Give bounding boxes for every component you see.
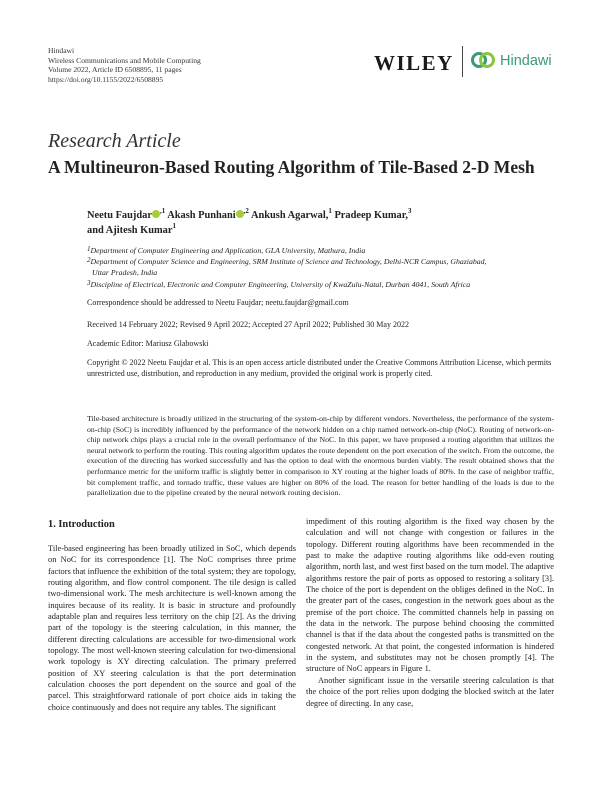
- affiliation-3: 3Discipline of Electrical, Electronic and Computer Engineering, University of KwaZulu-Natal, Durban 4041, South Africa: [87, 279, 471, 289]
- correspondence: Correspondence should be addressed to Neetu Faujdar; neetu.faujdar@gmail.com: [87, 298, 349, 307]
- affiliation-1: 1Department of Computer Engineering and Application, GLA University, Mathura, India: [87, 245, 366, 255]
- academic-editor: Academic Editor: Mariusz Glabowski: [87, 339, 209, 348]
- affiliation-2: 2Department of Computer Science and Engineering, SRM Institute of Science and Technology, Delhi-NCR Campus, Ghaziabad, Uttar Pradesh, India: [87, 256, 487, 277]
- logo-divider: [462, 46, 463, 77]
- author-affiliation-mark: 1: [328, 207, 332, 215]
- wiley-logo: WILEY: [374, 51, 454, 75]
- hindawi-logo-text: Hindawi: [500, 53, 552, 69]
- left-column: [48, 543, 296, 713]
- author-name: Pradeep Kumar,: [334, 210, 408, 221]
- journal-header: [48, 46, 201, 84]
- article-title: A Multineuron-Based Routing Algorithm of Tile-Based 2-D Mesh: [48, 157, 535, 177]
- orcid-icon[interactable]: [236, 210, 244, 218]
- paragraph: Tile-based engineering has been broadly utilized in SoC, which depends on NoC for its correspondence [1]. The NoC comprises three prime factors that influence the exhibition of the total system; they are topology, routing algorithm, and flow control component. The tile design is called two-dimensional work. The mesh architecture is well-known among the inquires because of its reality. It is basic in structure and profoundly adaptable plan and requires less territory on the chip [2]. As the driving part of the topology is the steering calculation, in this manner, the different directing calculations are accessible for two-dimensional work topology. The most well-known steering calculation for two-dimensional work topology is XY directing calculation. The primary preferred position of XY steering calculation is that the port determination calculation chooses the port dependent on the source and goal of the parcel. This straightforward rationale of port choice aids in taking the choice continuously and does not require any tables. The significant: [48, 544, 296, 712]
- author-name: and Ajitesh Kumar: [87, 225, 173, 236]
- paragraph: impediment of this routing algorithm is the fixed way chosen by the calculation and will not change with congestion or failures in the topology. Different routing algorithms have been recommended in the past to make the adaptive routing algorithms like odd-even routing algorithm, north last, and west first based on the turn model. The adaptive algorithms restore the pair of ports as opposed to restoring a solitary [3]. The choice of the port is dependent on the obliges defined in the NoC. In the greater part of the cases, congestion in the network goes about as the premise of the port choice. The committed channels help in passing on the data in the network. The purpose behind choosing the committed channel is that if the data about the congested paths is transmitted on the congested network. At that point, the congested information is hindered in the system, and substitutes may not be chosen promptly [4]. The structure of NoC appears in Figure 1.: [306, 517, 554, 674]
- article-type: Research Article: [48, 130, 181, 152]
- copyright-notice: Copyright © 2022 Neetu Faujdar et al. This is an open access article distributed under the Creative Commons Attribution License, which permits unrestricted use, distribution, and reproduction in any medium, provided the original work is properly cited.: [87, 358, 552, 378]
- orcid-icon[interactable]: [152, 210, 160, 218]
- author-affiliation-mark: ,1: [159, 207, 166, 215]
- author-line-1: [87, 208, 557, 223]
- author-list: [87, 208, 557, 238]
- abstract: Tile-based architecture is broadly utilized in the structuring of the system-on-chip by different vendors. Nevertheless, the performance of the system-on-chip (SoC) is incredibly influenced by the performance of the network hidden on a chip named network-on-chip (NoC). Routing of network-on-chip network chips plays a crucial role in the overall performance of the NoC. In this paper, we have proposed a routing algorithm that utilizes the neural network to perform the routing. This routing algorithm updates the route dependent on the port execution of the switch. From the outcome, the execution of the directing has worked successfully and has the option to deal with the enormous burden viably. The result obtained shows that the performance metric for the uniform traffic is slightly better in comparison to XY routing at the higher loads of 80%. In the case of neighbor traffic, bit complement traffic, and tornado traffic, these values are higher on 80% of the load. The reason for better handling of the loads is due to the parallelization due to the pipeline created by the neural network routing decision.: [87, 414, 554, 498]
- author-affiliation-mark: ,2: [243, 207, 249, 215]
- author-affiliation-mark: 3: [407, 207, 412, 215]
- volume-info: Volume 2022, Article ID 6508895, 11 pages: [48, 65, 182, 75]
- journal-name: Wireless Communications and Mobile Computing: [48, 55, 201, 65]
- author-name: Akash Punhani: [167, 210, 236, 221]
- right-column: [306, 516, 554, 709]
- hindawi-logo-icon: [471, 49, 495, 71]
- doi-link[interactable]: https://doi.org/10.1155/2022/6508895: [48, 74, 164, 84]
- author-affiliation-mark: 1: [172, 222, 176, 230]
- publication-dates: Received 14 February 2022; Revised 9 April 2022; Accepted 27 April 2022; Published 30 May 2022: [87, 320, 409, 329]
- author-line-2: [87, 223, 557, 238]
- paragraph: Another significant issue in the versatile steering calculation is that the choice of the port relies upon dodging the blocked switch at the later degree of directing. In any case,: [306, 675, 554, 708]
- publisher-name: Hindawi: [48, 46, 75, 55]
- section-heading: 1. Introduction: [48, 519, 115, 530]
- author-name: Ankush Agarwal,: [250, 210, 329, 221]
- author-name: Neetu Faujdar: [87, 210, 152, 221]
